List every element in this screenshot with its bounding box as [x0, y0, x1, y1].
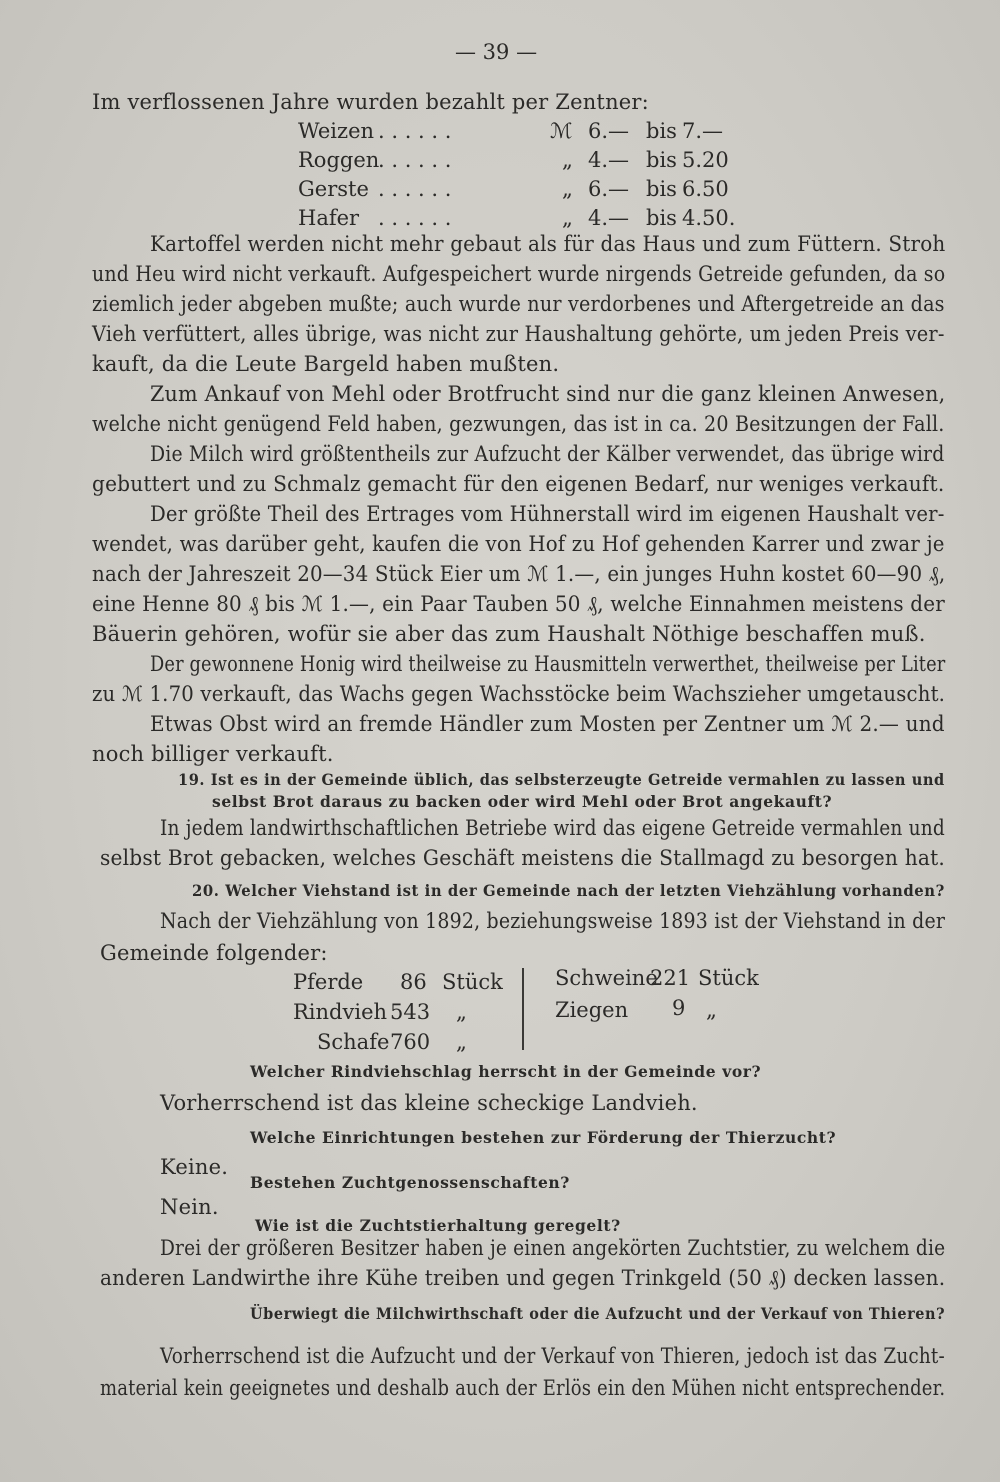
grain-name: Gerste — [298, 177, 369, 201]
text-line: und Heu wird nicht verkauft. Aufgespeichert wurde nirgends Getreide gefunden, da so — [92, 262, 946, 286]
text-line: Der größte Theil des Ertrages vom Hühnerstall wird im eigenen Haushalt ver- — [150, 502, 945, 526]
text-line: noch billiger verkauft. — [92, 742, 334, 766]
grain-name: Weizen — [298, 119, 375, 143]
text-line: Die Milch wird größtentheils zur Aufzucht der Kälber verwendet, das übrige wird — [150, 442, 945, 466]
intro-line: Im verflossenen Jahre wurden bezahlt per Zentner: — [92, 90, 649, 114]
answer-rindviehschlag: Vorherrschend ist das kleine scheckige Landvieh. — [160, 1091, 698, 1115]
text-line: eine Henne 80 ₰ bis ℳ 1.—, ein Paar Tauben 50 ₰, welche Einnahmen meistens der — [92, 592, 945, 616]
livestock-animal: Ziegen — [555, 998, 629, 1022]
text-line: material kein geeignetes und deshalb auch der Erlös ein den Mühen nicht entsprechender. — [100, 1376, 946, 1400]
text-line: zu ℳ 1.70 verkauft, das Wachs gegen Wachsstöcke beim Wachszieher umgetauscht. — [92, 682, 946, 706]
price-bis: bis — [646, 177, 677, 201]
livestock-animal: Schweine — [555, 966, 658, 990]
currency-unit: „ — [562, 206, 573, 230]
price-low: 6.— — [588, 119, 630, 143]
price-high: 6.50 — [682, 177, 729, 201]
answer-zuchtgenossenschaften: Nein. — [160, 1195, 219, 1219]
currency-unit: ℳ — [550, 119, 573, 143]
page-number: — 39 — — [455, 40, 538, 64]
leader-dots: . . . . . . — [378, 206, 452, 230]
question-line: selbst Brot daraus zu backen oder wird Mehl oder Brot angekauft? — [212, 792, 833, 811]
text-line: selbst Brot gebacken, welches Geschäft meistens die Stallmagd zu besorgen hat. — [100, 846, 945, 870]
price-bis: bis — [646, 119, 677, 143]
text-line: Drei der größeren Besitzer haben je einen angekörten Zuchtstier, zu welchem die — [160, 1236, 946, 1260]
text-line: Nach der Viehzählung von 1892, beziehungsweise 1893 ist der Viehstand in der — [160, 909, 946, 933]
question-rindviehschlag: Welcher Rindviehschlag herrscht in der Gemeinde vor? — [250, 1062, 762, 1081]
price-high: 7.— — [682, 119, 724, 143]
text-line: Der gewonnene Honig wird theilweise zu Hausmitteln verwerthet, theilweise per Liter — [150, 652, 946, 676]
price-bis: bis — [646, 148, 677, 172]
grain-name: Roggen — [298, 148, 380, 172]
text-line: Kartoffel werden nicht mehr gebaut als für das Haus und zum Füttern. Stroh — [150, 232, 946, 256]
question-line: 19. Ist es in der Gemeinde üblich, das selbsterzeugte Getreide vermahlen zu lassen und — [178, 770, 945, 789]
column-divider — [522, 968, 524, 1050]
text-line: gebuttert und zu Schmalz gemacht für den eigenen Bedarf, nur weniges verkauft. — [92, 472, 945, 496]
grain-name: Hafer — [298, 206, 360, 230]
price-low: 4.— — [588, 148, 630, 172]
livestock-count: 221 — [650, 966, 691, 990]
text-line: Zum Ankauf von Mehl oder Brotfrucht sind nur die ganz kleinen Anwesen, — [150, 382, 946, 406]
price-bis: bis — [646, 206, 677, 230]
livestock-unit: Stück — [698, 966, 759, 990]
livestock-count: 9 — [672, 996, 686, 1020]
leader-dots: . . . . . . — [378, 119, 452, 143]
text-line: anderen Landwirthe ihre Kühe treiben und gegen Trinkgeld (50 ₰) decken lassen. — [100, 1266, 946, 1290]
livestock-unit: „ — [456, 1030, 467, 1054]
livestock-count: 760 — [390, 1030, 431, 1054]
question-zuchtgenossenschaften: Bestehen Zuchtgenossenschaften? — [250, 1173, 570, 1192]
livestock-unit: Stück — [442, 970, 503, 994]
text-line: Gemeinde folgender: — [100, 941, 328, 965]
question-milchwirthschaft: Überwiegt die Milchwirthschaft oder die Aufzucht und der Verkauf von Thieren? — [250, 1304, 946, 1323]
livestock-unit: „ — [706, 998, 717, 1022]
price-high: 5.20 — [682, 148, 729, 172]
livestock-count: 543 — [390, 1000, 431, 1024]
price-high: 4.50. — [682, 206, 736, 230]
currency-unit: „ — [562, 177, 573, 201]
question-20: 20. Welcher Viehstand ist in der Gemeinde nach der letzten Viehzählung vorhanden? — [192, 881, 945, 900]
text-line: wendet, was darüber geht, kaufen die von Hof zu Hof gehenden Karrer und zwar je — [92, 532, 945, 556]
text-line: Bäuerin gehören, wofür sie aber das zum Haushalt Nöthige beschaffen muß. — [92, 622, 926, 646]
currency-unit: „ — [562, 148, 573, 172]
question-einrichtungen: Welche Einrichtungen bestehen zur Förderung der Thierzucht? — [250, 1128, 837, 1147]
text-line: welche nicht genügend Feld haben, gezwungen, das ist in ca. 20 Besitzungen der Fall. — [92, 412, 945, 436]
livestock-count: 86 — [400, 970, 427, 994]
text-line: ziemlich jeder abgeben mußte; auch wurde nur verdorbenes und Aftergetreide an das — [92, 292, 945, 316]
text-line: Etwas Obst wird an fremde Händler zum Mosten per Zentner um ℳ 2.— und — [150, 712, 945, 736]
price-low: 6.— — [588, 177, 630, 201]
text-line: In jedem landwirthschaftlichen Betriebe wird das eigene Getreide vermahlen und — [160, 816, 945, 840]
text-line: Vieh verfüttert, alles übrige, was nicht zur Haushaltung gehörte, um jeden Preis ver- — [92, 322, 945, 346]
leader-dots: . . . . . . — [378, 148, 452, 172]
leader-dots: . . . . . . — [378, 177, 452, 201]
livestock-animal: Schafe — [317, 1030, 390, 1054]
livestock-animal: Pferde — [293, 970, 364, 994]
livestock-animal: Rindvieh — [293, 1000, 388, 1024]
text-line: nach der Jahreszeit 20—34 Stück Eier um ℳ 1.—, ein junges Huhn kostet 60—90 ₰, — [92, 562, 946, 586]
text-line: Vorherrschend ist die Aufzucht und der Verkauf von Thieren, jedoch ist das Zucht- — [160, 1344, 945, 1368]
question-zuchtstierhaltung: Wie ist die Zuchtstierhaltung geregelt? — [255, 1216, 621, 1235]
text-line: kauft, da die Leute Bargeld haben mußten. — [92, 352, 560, 376]
livestock-unit: „ — [456, 1000, 467, 1024]
answer-einrichtungen: Keine. — [160, 1155, 229, 1179]
price-low: 4.— — [588, 206, 630, 230]
